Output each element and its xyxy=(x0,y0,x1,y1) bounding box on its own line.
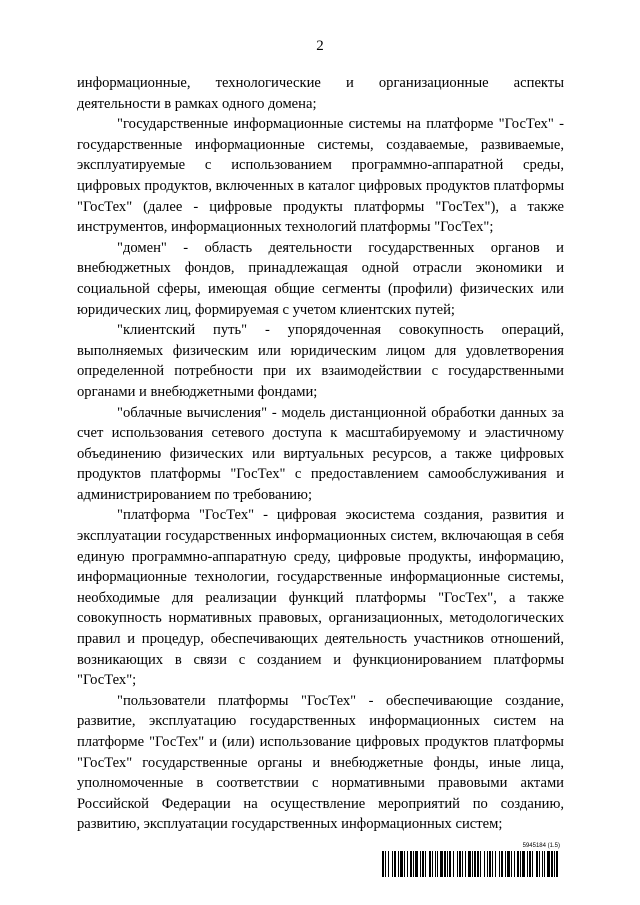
paragraph-continuation: информационные, технологические и организационные аспекты деятельности в рамках одного домена; xyxy=(77,75,564,112)
barcode-bar xyxy=(489,851,491,877)
barcode-bar xyxy=(492,851,493,877)
barcode-bar xyxy=(437,851,438,877)
barcode-bar xyxy=(444,851,446,877)
barcode-bar xyxy=(425,851,426,877)
barcode-bar xyxy=(447,851,448,877)
barcode-bar xyxy=(505,851,506,877)
barcode-bar xyxy=(544,851,545,877)
paragraph-definition-gis: "государственные информационные системы на платформе "ГосТех" - государственные информационные системы, создаваемые, развиваемые, эксплуатируемые с использованием программно-аппаратной среды, цифровых продуктов, включенных в каталог цифровых продуктов платформы "ГосТех" (далее - цифровые продукты платформы "ГосТех"), а также инструментов, информационных технологий платформы "ГосТех"; xyxy=(77,116,564,236)
barcode-bar xyxy=(459,851,461,877)
barcode-bar xyxy=(422,851,424,877)
barcode-bar xyxy=(477,851,479,877)
barcode-bar xyxy=(511,851,512,877)
barcode-bar xyxy=(520,851,521,877)
barcode-bar xyxy=(415,851,418,877)
barcode-bar xyxy=(410,851,412,877)
barcode-bar xyxy=(551,851,553,877)
paragraph-definition-domain: "домен" - область деятельности государственных органов и внебюджетных фондов, принадлежащая одной отрасли экономики и социальной сферы, имеющая общие сегменты (профили) физических или юридических лиц, формируемая с учетом клиентских путей; xyxy=(77,239,564,318)
barcode-bar xyxy=(382,851,384,877)
barcode-bar xyxy=(440,851,443,877)
barcode-bar xyxy=(495,851,496,877)
barcode-bar xyxy=(484,851,485,877)
barcode-bar xyxy=(527,851,528,877)
barcode-bar xyxy=(400,851,403,877)
barcode-bar xyxy=(392,851,393,877)
barcode-bar xyxy=(522,851,525,877)
barcode-bar xyxy=(394,851,396,877)
barcode-bar xyxy=(465,851,466,877)
barcode-bar xyxy=(542,851,543,877)
barcode-bar xyxy=(474,851,476,877)
barcode-bar xyxy=(404,851,405,877)
barcode-bar xyxy=(413,851,414,877)
barcode-label: 5945184 (1.5) xyxy=(522,843,560,849)
paragraph-definition-cloud: "облачные вычисления" - модель дистанционной обработки данных за счет использования сетевого доступа к масштабируемому и эластичному объединению физических или виртуальных ресурсов, а также цифровых продуктов платформы "ГосТех" с предоставлением самообслуживания и администрированием по требованию; xyxy=(77,404,564,503)
barcode-bar xyxy=(435,851,436,877)
barcode-bar xyxy=(539,851,540,877)
barcode-bar xyxy=(536,851,538,877)
barcode-bar xyxy=(398,851,399,877)
barcode-bar xyxy=(547,851,550,877)
barcode-bar xyxy=(480,851,481,877)
barcode-bar xyxy=(487,851,488,877)
barcode-bar xyxy=(554,851,555,877)
barcode-bar xyxy=(388,851,389,877)
barcode-bar xyxy=(499,851,500,877)
barcode-bar xyxy=(462,851,463,877)
barcode-bar xyxy=(556,851,558,877)
barcode-bar xyxy=(449,851,451,877)
barcode-image xyxy=(382,851,560,877)
barcode-bar xyxy=(507,851,510,877)
barcode-bar xyxy=(453,851,454,877)
barcode-bar xyxy=(457,851,458,877)
barcode-bar xyxy=(429,851,431,877)
paragraph-definition-client-path: "клиентский путь" - упорядоченная совокупность операций, выполняемых физическим или юридическим лицом для удовлетворения определенной потребности при их взаимодействии с государственными органами и внебюджетными фондами; xyxy=(77,322,564,400)
barcode-bar xyxy=(501,851,503,877)
page-number: 2 xyxy=(316,38,324,54)
paragraph-definition-platform: "платформа "ГосТех" - цифровая экосистема создания, развития и эксплуатации государственных информационных систем, включающая в себя единую программно-аппаратную среду, цифровые продукты, информацию, информационные технологии, государственные информационные системы, необходимые для реализации функций платформы "ГосТех", а также совокупность нормативных правовых, организационных, методологических правил и процедур, обеспечивающих деятельность участников отношений, возникающих в связи с созданием и функционированием платформы "ГосТех"; xyxy=(77,507,564,689)
barcode-bar xyxy=(529,851,531,877)
barcode-bar xyxy=(432,851,433,877)
barcode-bar xyxy=(420,851,421,877)
barcode-block xyxy=(382,843,560,877)
barcode-bar xyxy=(468,851,471,877)
barcode-bar xyxy=(407,851,408,877)
barcode-bar xyxy=(532,851,533,877)
barcode-bar xyxy=(514,851,515,877)
barcode-bar xyxy=(385,851,386,877)
document-body xyxy=(77,73,564,835)
barcode-bar xyxy=(517,851,519,877)
paragraph-definition-users: "пользователи платформы "ГосТех" - обеспечивающие создание, развитие, эксплуатацию государственных информационных систем на платформе "ГосТех" и (или) использование цифровых продуктов платформы "ГосТех" государственные органы и внебюджетные фонды, иные лица, уполномоченные в соответствии с нормативными правовыми актами Российской Федерации на осуществление мероприятий по созданию, развитию, эксплуатации государственных информационных систем; xyxy=(77,692,564,833)
barcode-bar xyxy=(472,851,473,877)
